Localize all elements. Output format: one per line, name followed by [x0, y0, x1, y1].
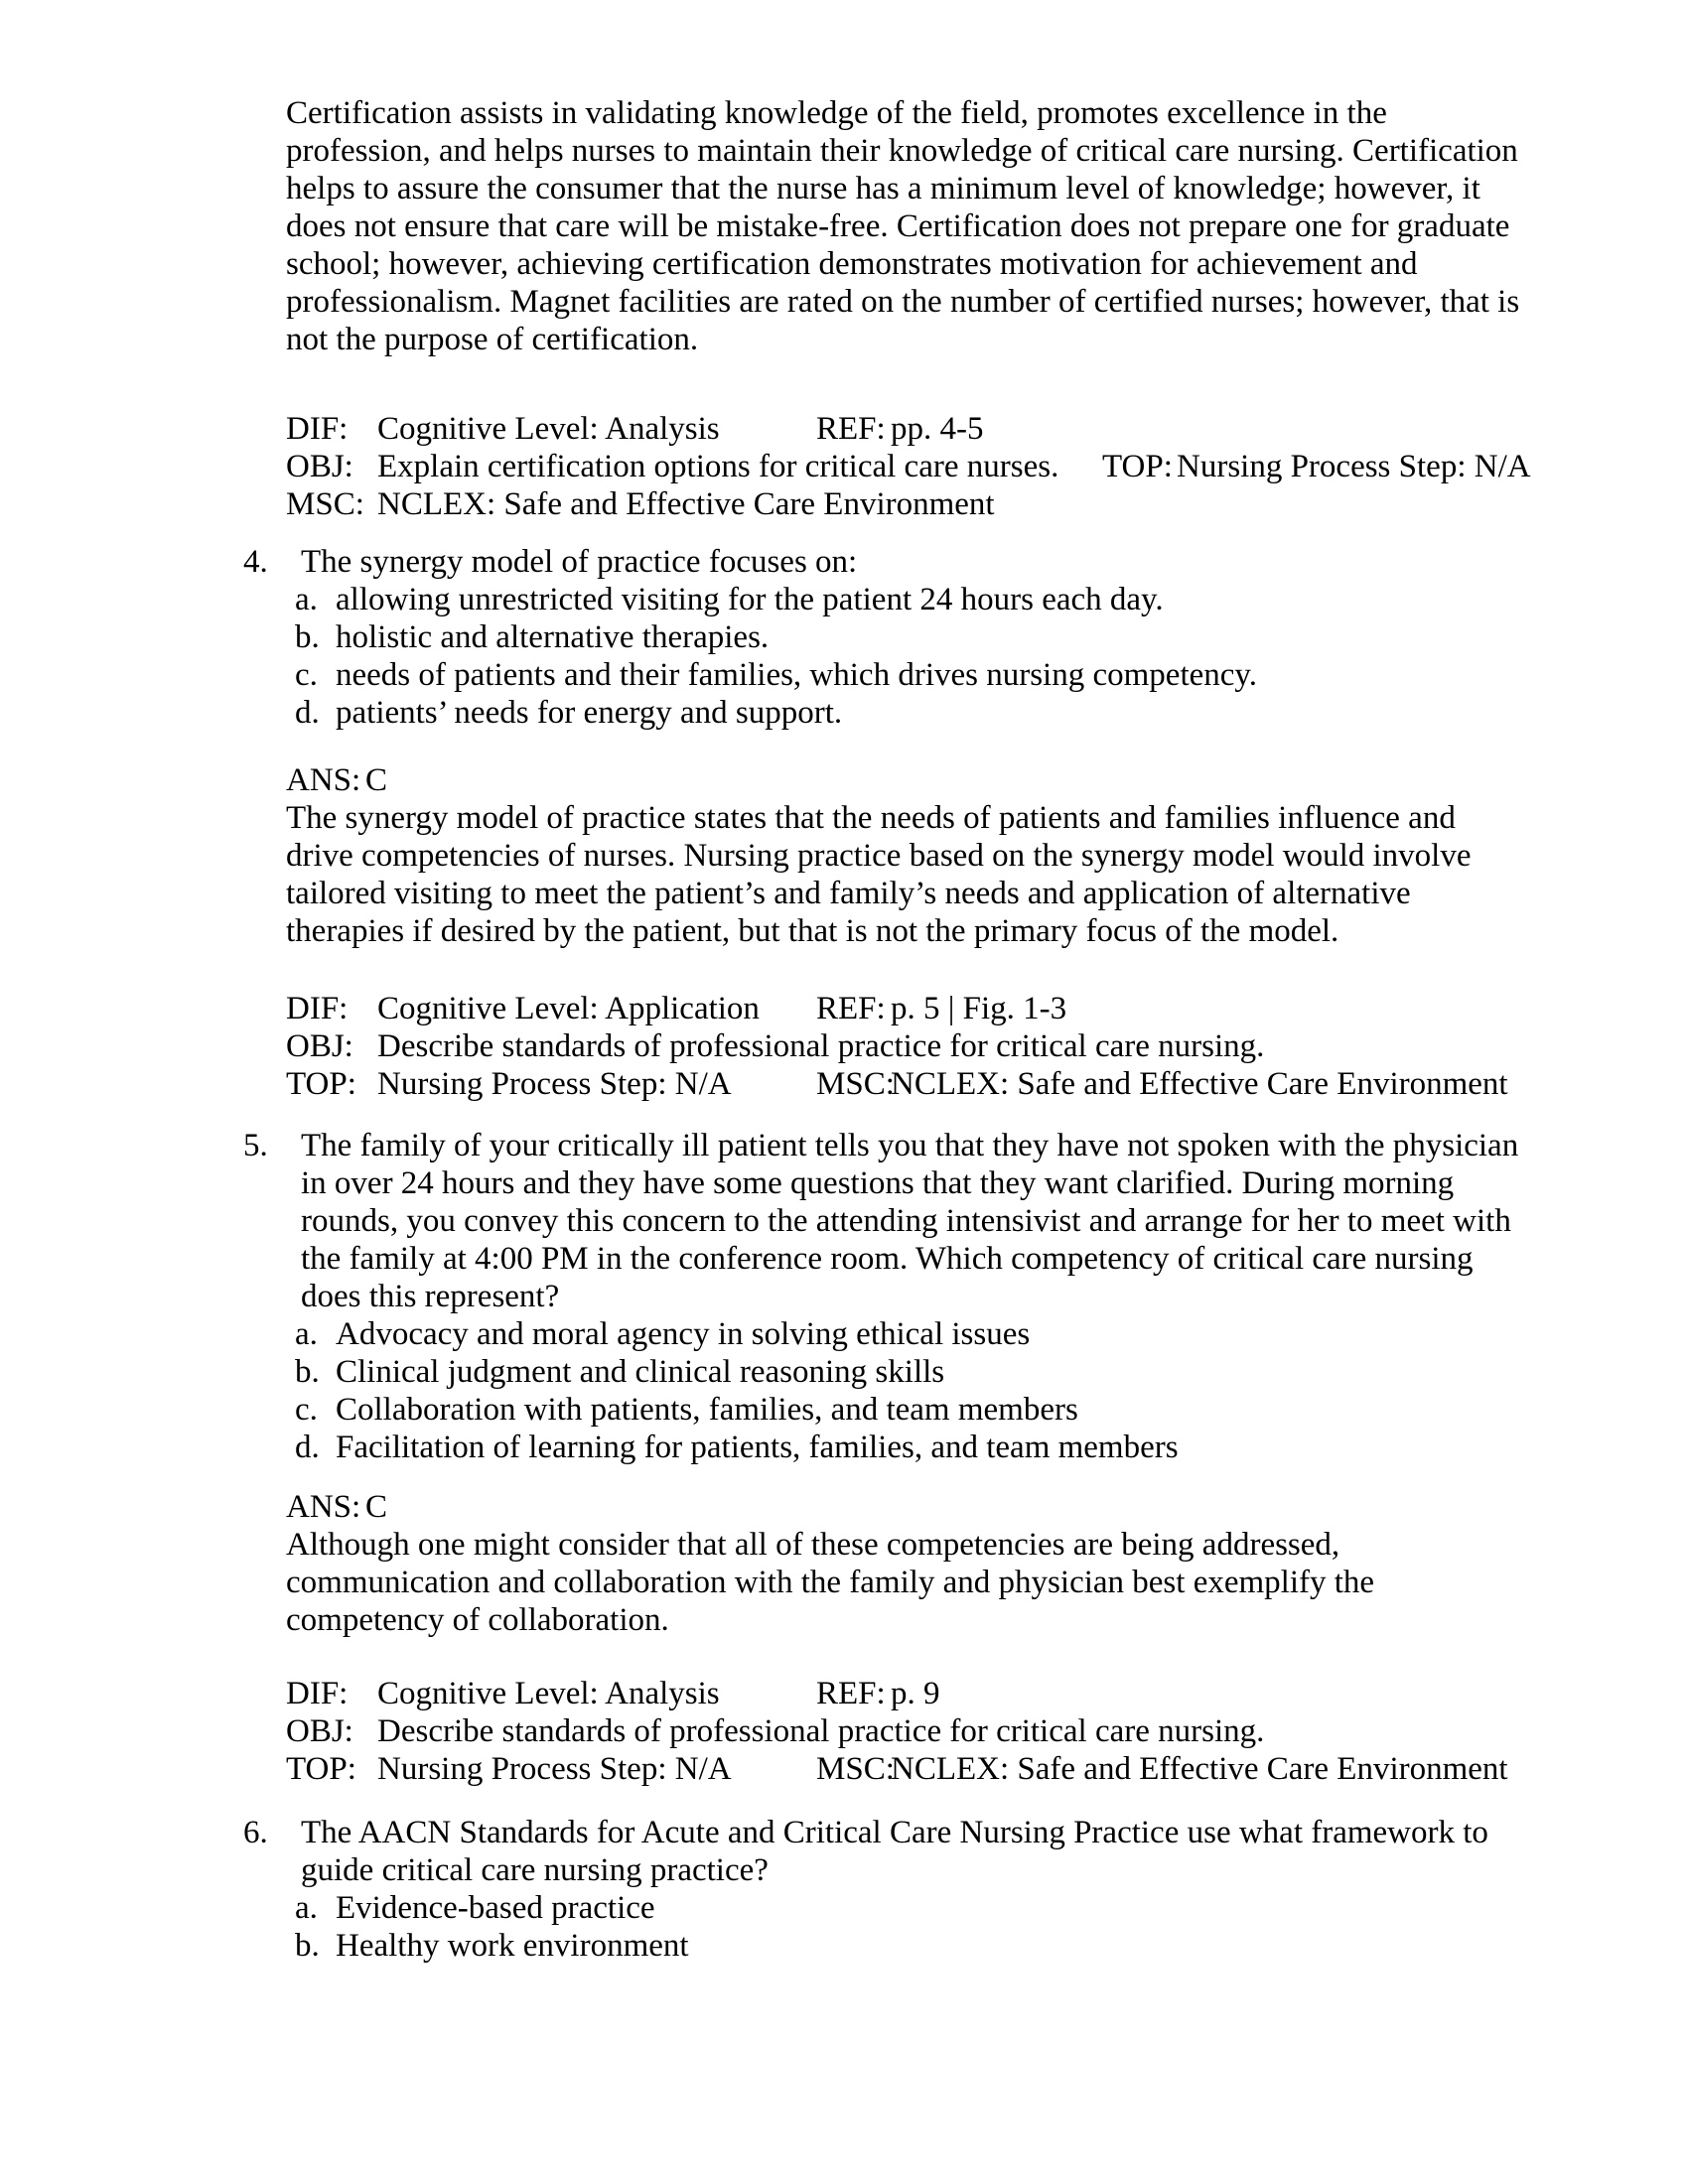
- dif-label: DIF:: [286, 991, 349, 1026]
- question-stem: [301, 1814, 1488, 1889]
- option-letter: d.: [295, 695, 320, 731]
- option-a: [295, 1889, 1688, 1927]
- option-b: [295, 1927, 1688, 1965]
- text-line: professionalism. Magnet facilities are rated on the number of certified nurses; however, that is: [286, 284, 1520, 320]
- text-line: does this represent?: [301, 1279, 560, 1314]
- question-stem-row: [243, 543, 1688, 581]
- question-stem: [301, 1127, 1518, 1315]
- dif-label: DIF:: [286, 1676, 349, 1711]
- option-letter: a.: [295, 1316, 318, 1352]
- answer-line: [286, 761, 1688, 799]
- text-line: not the purpose of certification.: [286, 322, 699, 357]
- option-letter: b.: [295, 1928, 320, 1964]
- text-line: does not ensure that care will be mistake-free. Certification does not prepare one for graduate: [286, 208, 1510, 244]
- text-line: communication and collaboration with the family and physician best exemplify the: [286, 1565, 1375, 1600]
- dif-value: Cognitive Level: Analysis: [377, 411, 720, 447]
- option-text: Facilitation of learning for patients, families, and team members: [336, 1430, 1179, 1465]
- ref-label: REF:: [816, 991, 886, 1026]
- text-line: drive competencies of nurses. Nursing practice based on the synergy model would involve: [286, 838, 1472, 874]
- ref-value: p. 5 | Fig. 1-3: [891, 991, 1067, 1026]
- option-c: [295, 656, 1688, 694]
- option-a: [295, 581, 1688, 618]
- text-line: rounds, you convey this concern to the attending intensivist and arrange for her to meet with: [301, 1203, 1511, 1239]
- q4-meta-block: [286, 990, 1688, 1103]
- rationale-paragraph: [286, 1526, 1688, 1639]
- text-line: the family at 4:00 PM in the conference room. Which competency of critical care nursing: [301, 1241, 1474, 1277]
- meta-row-top: [286, 1065, 1688, 1103]
- obj-value: Explain certification options for critical care nurses.: [377, 449, 1059, 484]
- question-stem-row: [243, 1814, 1688, 1889]
- msc-value: NCLEX: Safe and Effective Care Environment: [891, 1066, 1508, 1102]
- option-letter: a.: [295, 582, 318, 617]
- msc-value: NCLEX: Safe and Effective Care Environment: [891, 1751, 1508, 1787]
- top-value: Nursing Process Step: N/A: [1177, 449, 1531, 484]
- msc-pair: [816, 1065, 1508, 1103]
- top-label: TOP:: [286, 1751, 356, 1787]
- top-label: TOP:: [1102, 449, 1173, 484]
- dif-value: Cognitive Level: Application: [377, 991, 760, 1026]
- options-list: [295, 1315, 1688, 1466]
- answer-label: ANS:: [286, 762, 361, 798]
- question-stem: [301, 543, 857, 581]
- text-line: Although one might consider that all of these competencies are being addressed,: [286, 1527, 1340, 1563]
- option-d: [295, 694, 1688, 732]
- meta-row-obj: [286, 1027, 1688, 1065]
- question-4: [243, 543, 1688, 732]
- option-letter: c.: [295, 657, 318, 693]
- text-line: Certification assists in validating knowledge of the field, promotes excellence in the: [286, 95, 1387, 131]
- answer-value: C: [365, 1489, 388, 1525]
- obj-label: OBJ:: [286, 449, 353, 484]
- msc-label: MSC:: [816, 1751, 895, 1787]
- option-b: [295, 618, 1688, 656]
- msc-value: NCLEX: Safe and Effective Care Environment: [377, 486, 995, 522]
- text-line: The family of your critically ill patient tells you that they have not spoken with the physician: [301, 1128, 1519, 1163]
- answer-value: C: [365, 762, 388, 798]
- option-b: [295, 1353, 1688, 1391]
- meta-row-top: [286, 1750, 1688, 1788]
- question-number: 5.: [243, 1128, 268, 1163]
- top-pair: [1102, 448, 1531, 485]
- text-line: profession, and helps nurses to maintain their knowledge of critical care nursing. Certification: [286, 133, 1518, 169]
- meta-row-dif: [286, 1675, 1688, 1712]
- meta-row-obj: [286, 448, 1688, 485]
- option-text: Evidence-based practice: [336, 1890, 655, 1926]
- option-letter: d.: [295, 1430, 320, 1465]
- obj-value: Describe standards of professional practice for critical care nursing.: [377, 1713, 1265, 1749]
- meta-row-msc: [286, 485, 1688, 523]
- obj-value: Describe standards of professional practice for critical care nursing.: [377, 1028, 1265, 1064]
- option-text: holistic and alternative therapies.: [336, 619, 770, 655]
- ref-label: REF:: [816, 411, 886, 447]
- top-value: Nursing Process Step: N/A: [377, 1066, 732, 1102]
- q4-answer-block: [286, 761, 1688, 950]
- option-text: Advocacy and moral agency in solving ethical issues: [336, 1316, 1031, 1352]
- question-6: [243, 1814, 1688, 1965]
- text-line: competency of collaboration.: [286, 1602, 669, 1638]
- obj-label: OBJ:: [286, 1028, 353, 1064]
- question-number: 6.: [243, 1815, 268, 1850]
- option-letter: b.: [295, 1354, 320, 1390]
- option-a: [295, 1315, 1688, 1353]
- answer-label: ANS:: [286, 1489, 361, 1525]
- ref-pair: [816, 1675, 940, 1712]
- text-line: guide critical care nursing practice?: [301, 1852, 769, 1888]
- option-d: [295, 1429, 1688, 1466]
- ref-value: pp. 4-5: [891, 411, 984, 447]
- option-text: Collaboration with patients, families, and team members: [336, 1392, 1078, 1428]
- top-label: TOP:: [286, 1066, 356, 1102]
- meta-row-dif: [286, 990, 1688, 1027]
- question-number: 4.: [243, 544, 268, 580]
- ref-pair: [816, 410, 984, 448]
- q3-rationale-paragraph: [286, 94, 1688, 358]
- q5-answer-block: [286, 1488, 1688, 1639]
- option-letter: c.: [295, 1392, 318, 1428]
- msc-label: MSC:: [816, 1066, 895, 1102]
- options-list: [295, 581, 1688, 732]
- option-text: needs of patients and their families, which drives nursing competency.: [336, 657, 1258, 693]
- option-text: patients’ needs for energy and support.: [336, 695, 843, 731]
- option-letter: a.: [295, 1890, 318, 1926]
- text-line: The synergy model of practice states that the needs of patients and families influence and: [286, 800, 1456, 836]
- obj-label: OBJ:: [286, 1713, 353, 1749]
- dif-label: DIF:: [286, 411, 349, 447]
- ref-value: p. 9: [891, 1676, 940, 1711]
- question-5: [243, 1127, 1688, 1466]
- ref-pair: [816, 990, 1066, 1027]
- q3-meta-block: [286, 410, 1688, 523]
- option-text: allowing unrestricted visiting for the patient 24 hours each day.: [336, 582, 1164, 617]
- text-line: tailored visiting to meet the patient’s and family’s needs and application of alternative: [286, 876, 1411, 911]
- top-value: Nursing Process Step: N/A: [377, 1751, 732, 1787]
- meta-row-dif: [286, 410, 1688, 448]
- text-line: The AACN Standards for Acute and Critical Care Nursing Practice use what framework to: [301, 1815, 1488, 1850]
- question-stem-row: [243, 1127, 1688, 1315]
- text-line: The synergy model of practice focuses on:: [301, 544, 858, 580]
- meta-row-obj: [286, 1712, 1688, 1750]
- answer-line: [286, 1488, 1688, 1526]
- text-line: in over 24 hours and they have some questions that they want clarified. During morning: [301, 1165, 1455, 1201]
- text-line: school; however, achieving certification demonstrates motivation for achievement and: [286, 246, 1418, 282]
- msc-pair: [816, 1750, 1508, 1788]
- msc-label: MSC:: [286, 486, 364, 522]
- dif-value: Cognitive Level: Analysis: [377, 1676, 720, 1711]
- option-text: Healthy work environment: [336, 1928, 689, 1964]
- option-text: Clinical judgment and clinical reasoning skills: [336, 1354, 945, 1390]
- rationale-paragraph: [286, 799, 1688, 950]
- text-line: therapies if desired by the patient, but that is not the primary focus of the model.: [286, 913, 1339, 949]
- text-line: helps to assure the consumer that the nurse has a minimum level of knowledge; however, it: [286, 171, 1480, 206]
- option-letter: b.: [295, 619, 320, 655]
- option-c: [295, 1391, 1688, 1429]
- q5-meta-block: [286, 1675, 1688, 1788]
- ref-label: REF:: [816, 1676, 886, 1711]
- options-list: [295, 1889, 1688, 1965]
